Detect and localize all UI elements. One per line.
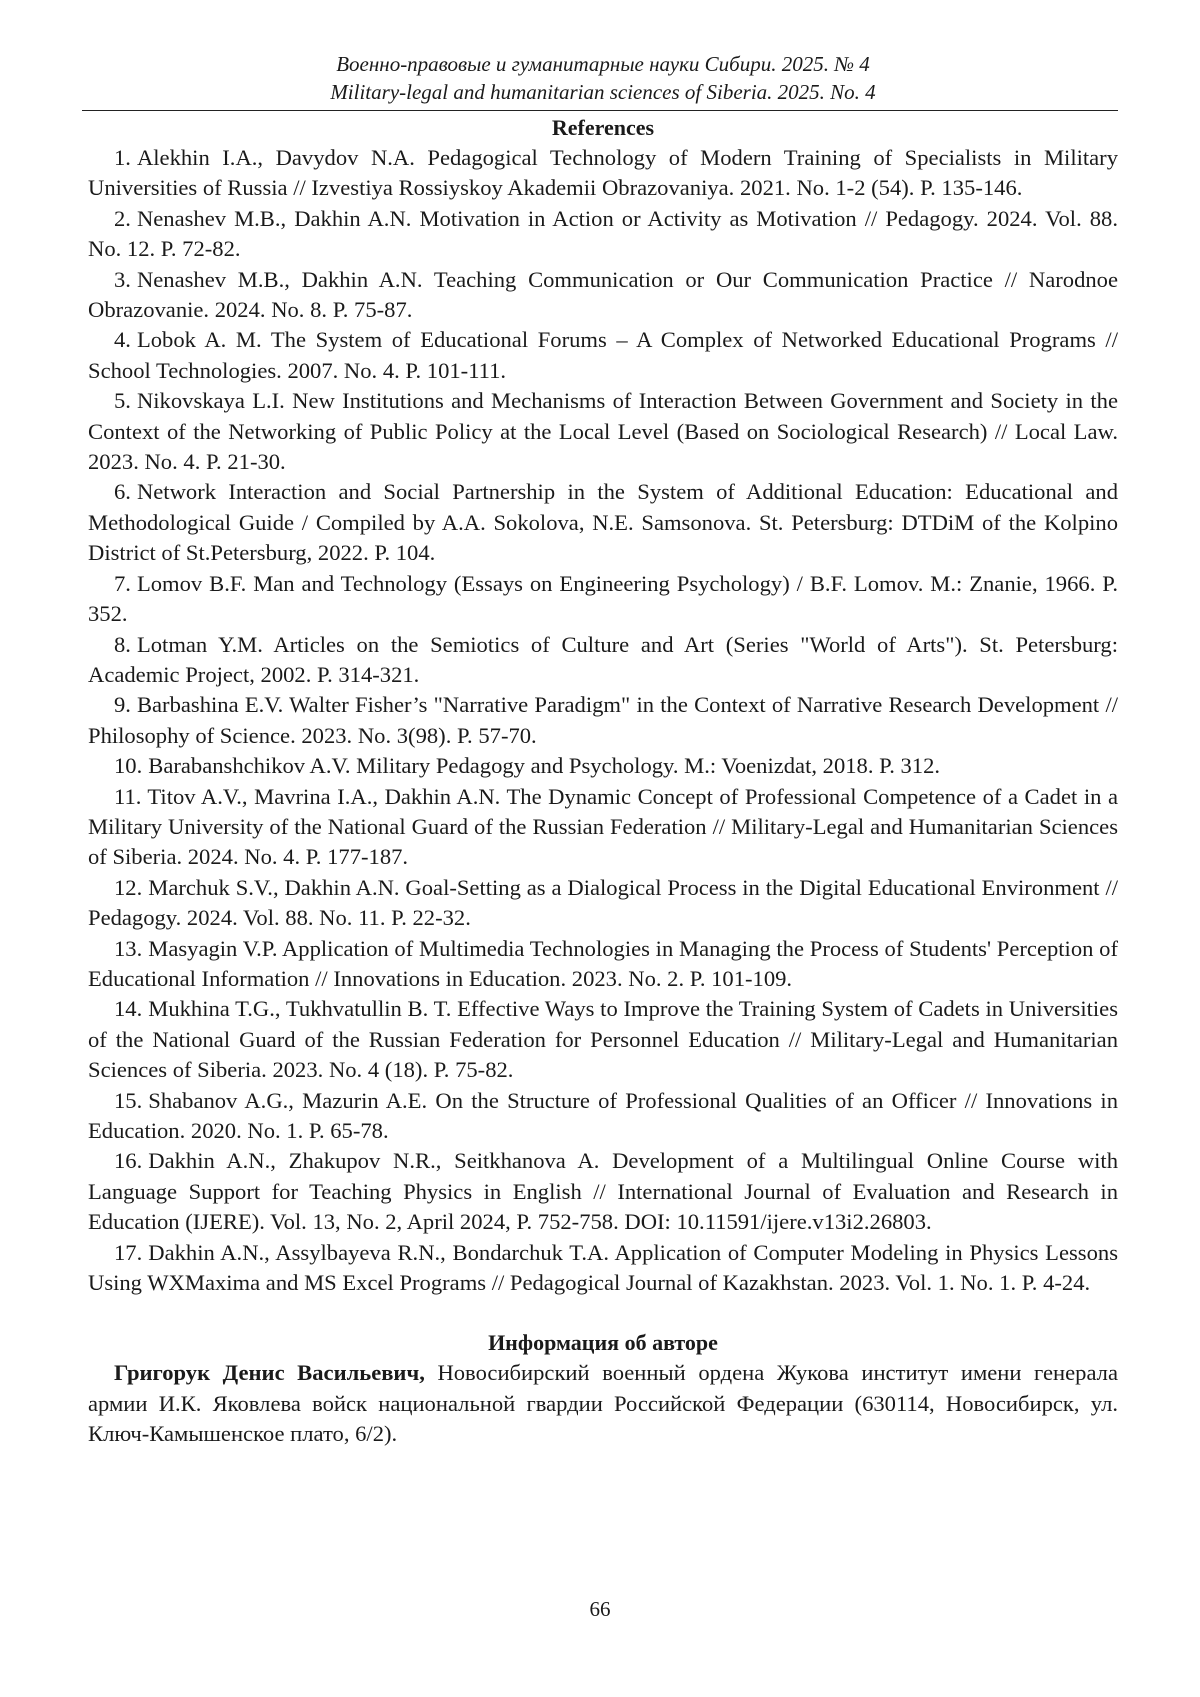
reference-text: Alekhin I.A., Davydov N.A. Pedagogical Technology of Modern Training of Specialists in Military Universities of Russia // Izvestiya Rossiyskoy Akademii Obrazovaniya. 2021. No. 1-2 (54). P. 135-146.	[88, 145, 1118, 201]
reference-number: 15.	[114, 1087, 143, 1113]
reference-number: 12.	[114, 874, 143, 900]
reference-number: 14.	[114, 996, 143, 1022]
page-number: 66	[589, 1597, 611, 1621]
reference-text: Nenashev M.B., Dakhin A.N. Teaching Communication or Our Communication Practice // Narodnoe Obrazovanie. 2024. No. 8. P. 75-87.	[88, 266, 1118, 323]
reference-number: 9.	[114, 692, 131, 718]
reference-text: Shabanov A.G., Mazurin A.E. On the Structure of Professional Qualities of an Officer // Innovations in Education. 2020. No. 1. P. 65-78.	[88, 1087, 1118, 1143]
reference-number: 17.	[114, 1239, 143, 1265]
reference-number: 11.	[114, 783, 142, 809]
reference-item	[88, 751, 1118, 781]
reference-number: 6.	[114, 479, 131, 505]
reference-text: Dakhin A.N., Zhakupov N.R., Seitkhanova A. Development of a Multilingual Online Course with Language Support for Teaching Physics in English // International Journal of Evaluation and Research in Education (IJERE). Vol. 13, No. 2, April 2024, P. 752-758. DOI: 10.11591/ijere.v13i2.26803.	[88, 1148, 1118, 1235]
reference-item	[88, 1146, 1118, 1237]
reference-text: Titov A.V., Mavrina I.A., Dakhin A.N. The Dynamic Concept of Professional Competence of a Cadet in a Military University of the National Guard of the Russian Federation // Military-Legal and Humanitarian Sciences of Siberia. 2024. No. 4. P. 177-187.	[88, 783, 1118, 870]
reference-item	[88, 569, 1118, 630]
reference-number: 1.	[114, 145, 131, 170]
references-list	[88, 143, 1118, 1298]
reference-item	[88, 873, 1118, 934]
reference-number: 3.	[114, 266, 131, 292]
reference-text: Masyagin V.P. Application of Multimedia Technologies in Managing the Process of Students' Perception of Educational Information // Innovations in Education. 2023. No. 2. P. 101-109.	[88, 935, 1118, 991]
reference-number: 13.	[114, 935, 143, 961]
reference-item	[88, 934, 1118, 995]
reference-text: Nikovskaya L.I. New Institutions and Mechanisms of Interaction Between Government and Society in the Context of the Networking of Public Policy at the Local Level (Based on Sociological Research) // Local Law. 2023. No. 4. P. 21-30.	[88, 388, 1118, 475]
reference-item	[88, 386, 1118, 477]
reference-item	[88, 1086, 1118, 1147]
reference-number: 7.	[114, 570, 131, 596]
reference-text: Dakhin A.N., Assylbayeva R.N., Bondarchuk T.A. Application of Computer Modeling in Physics Lessons Using WXMaxima and MS Excel Programs // Pedagogical Journal of Kazakhstan. 2023. Vol. 1. No. 1. P. 4-24.	[88, 1239, 1118, 1296]
page	[88, 0, 1118, 1450]
reference-text: Lobok A. M. The System of Educational Forums – A Complex of Networked Educational Programs // School Technologies. 2007. No. 4. P. 101-111.	[88, 327, 1118, 383]
reference-item	[88, 477, 1118, 568]
header-rule	[82, 110, 1118, 111]
journal-title-en: Military-legal and humanitarian sciences of Siberia. 2025. No. 4	[330, 80, 876, 104]
reference-item	[88, 1238, 1118, 1299]
reference-item	[88, 994, 1118, 1085]
reference-item	[88, 325, 1118, 386]
reference-text: Marchuk S.V., Dakhin A.N. Goal-Setting as a Dialogical Process in the Digital Educational Environment // Pedagogy. 2024. Vol. 88. No. 11. P. 22-32.	[88, 874, 1118, 931]
reference-text: Lotman Y.M. Articles on the Semiotics of Culture and Art (Series "World of Arts"). St. Petersburg: Academic Project, 2002. P. 314-321.	[88, 631, 1118, 687]
reference-number: 4.	[114, 327, 131, 353]
reference-number: 16.	[114, 1148, 143, 1174]
reference-item	[88, 630, 1118, 691]
reference-text: Lomov B.F. Man and Technology (Essays on Engineering Psychology) / B.F. Lomov. M.: Znanie, 1966. P. 352.	[88, 570, 1118, 627]
reference-item	[88, 143, 1118, 204]
author-info-paragraph	[88, 1358, 1118, 1449]
references-heading: References	[551, 115, 655, 140]
journal-title-ru: Военно-правовые и гуманитарные науки Сибири. 2025. № 4	[336, 52, 870, 76]
reference-text: Barbashina E.V. Walter Fisher’s "Narrative Paradigm" in the Context of Narrative Research Development // Philosophy of Science. 2023. No. 3(98). P. 57-70.	[88, 692, 1118, 748]
reference-item	[88, 204, 1118, 265]
reference-item	[88, 265, 1118, 326]
reference-number: 8.	[114, 631, 131, 657]
reference-number: 5.	[114, 388, 131, 414]
reference-item	[88, 782, 1118, 873]
reference-text: Nenashev M.B., Dakhin A.N. Motivation in Action or Activity as Motivation // Pedagogy. 2024. Vol. 88. No. 12. P. 72-82.	[88, 205, 1118, 262]
reference-number: 10.	[114, 753, 143, 779]
author-affiliation: Новосибирский военный ордена Жукова институт имени генерала армии И.К. Яковлева войск национальной гвардии Российской Федерации (630114, Новосибирск, ул. Ключ-Камышенское плато, 6/2).	[88, 1360, 1118, 1447]
reference-text: Mukhina T.G., Tukhvatullin B. T. Effective Ways to Improve the Training System of Cadets in Universities of the National Guard of the Russian Federation for Personnel Education // Military-Legal and Humanitarian Sciences of Siberia. 2023. No. 4 (18). P. 75-82.	[88, 996, 1118, 1083]
author-name: Григорук Денис Васильевич,	[114, 1360, 425, 1386]
author-info-heading: Информация об авторе	[488, 1330, 718, 1356]
reference-item	[88, 690, 1118, 751]
reference-text: Barabanshchikov A.V. Military Pedagogy and Psychology. M.: Voenizdat, 2018. P. 312.	[148, 753, 941, 779]
running-header	[88, 50, 1118, 106]
reference-text: Network Interaction and Social Partnership in the System of Additional Education: Educational and Methodological Guide / Compiled by A.A. Sokolova, N.E. Samsonova. St. Petersburg: DTDiM of the Kolpino District of St.Petersburg, 2022. P. 104.	[88, 479, 1118, 566]
reference-number: 2.	[114, 205, 131, 231]
